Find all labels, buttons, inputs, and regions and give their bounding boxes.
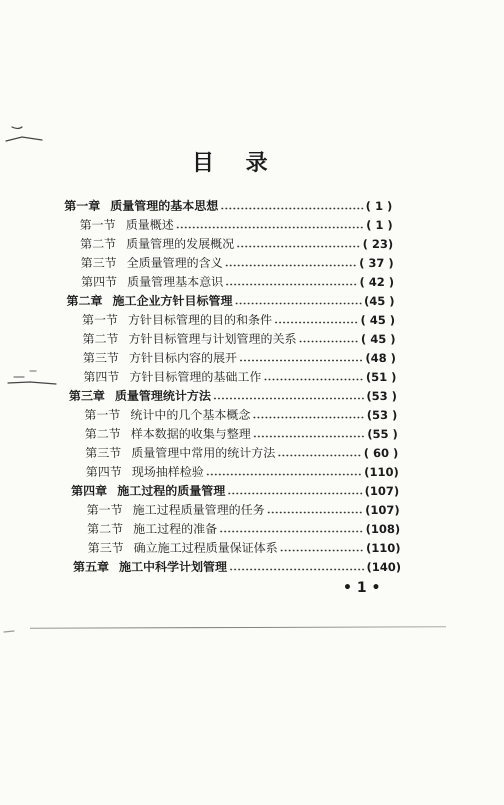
toc-section <box>87 519 400 538</box>
dot-leader <box>267 511 364 514</box>
dot-leader <box>225 283 358 286</box>
toc-label: 第一节 <box>86 503 123 517</box>
toc-page: ( 1 ) <box>365 198 393 213</box>
toc-section <box>85 424 398 443</box>
toc-section <box>82 310 395 329</box>
toc-label: 第三节 <box>82 351 120 365</box>
toc-label: 第一节 <box>84 408 121 422</box>
dot-leader <box>219 530 364 533</box>
toc-page: (110) <box>365 540 401 555</box>
toc-page: (108) <box>365 521 401 536</box>
toc-section <box>79 215 392 234</box>
toc-section <box>85 443 398 462</box>
dot-leader <box>176 226 365 229</box>
toc-title: 施工过程质量管理的任务 <box>132 503 265 517</box>
toc-label: 第二节 <box>82 332 119 346</box>
toc-page: (51 ) <box>365 369 397 384</box>
toc-label: 第一节 <box>81 313 119 327</box>
toc-label: 第二节 <box>84 427 122 441</box>
toc-title: 统计中的几个基本概念 <box>130 408 251 422</box>
toc-section <box>86 462 399 481</box>
toc-page: ( 1 ) <box>365 217 393 232</box>
dot-leader <box>227 492 363 495</box>
toc-title: 施工过程的质量管理 <box>117 484 226 498</box>
toc-page: (110) <box>364 464 399 479</box>
toc-title: 现场抽样检验 <box>131 465 204 479</box>
toc-chapter <box>73 557 401 576</box>
toc-chapter <box>64 196 392 215</box>
dot-leader <box>239 359 364 362</box>
toc-title: 方针目标内容的展开 <box>128 351 238 365</box>
dot-leader <box>263 378 364 381</box>
dot-leader <box>280 549 365 552</box>
toc-page: (55 ) <box>367 426 398 441</box>
dot-leader <box>236 245 361 248</box>
toc-label: 第二章 <box>66 294 103 308</box>
toc-label: 第四节 <box>83 370 120 384</box>
toc-label: 第四章 <box>71 484 108 498</box>
toc-chapter <box>66 291 394 310</box>
toc-section <box>80 253 393 272</box>
dot-leader <box>213 397 365 400</box>
toc-title: 确立施工过程质量保证体系 <box>133 541 278 555</box>
page-number: • 1 • <box>343 580 381 596</box>
toc-label: 第一节 <box>79 218 116 232</box>
toc-title: 全质量管理的含义 <box>126 256 223 270</box>
toc-section <box>86 500 399 519</box>
toc-page: ( 45 ) <box>360 312 396 327</box>
toc-title: 质量管理的基本思想 <box>110 199 219 213</box>
toc-section <box>80 234 393 253</box>
toc-label: 第四节 <box>80 275 118 289</box>
dot-leader <box>274 321 359 324</box>
toc-title: 质量管理基本意识 <box>126 275 224 289</box>
toc-title: 方针目标管理与计划管理的关系 <box>128 332 297 346</box>
toc-title: 样本数据的收集与整理 <box>130 427 252 441</box>
toc-title: 施工中科学计划管理 <box>118 560 228 574</box>
toc-label: 第三节 <box>85 446 122 460</box>
toc-title: 方针目标管理的目的和条件 <box>127 313 273 327</box>
dot-leader <box>277 454 362 457</box>
toc-label: 第二节 <box>86 522 124 536</box>
dot-leader <box>220 207 364 210</box>
dot-leader <box>299 340 360 343</box>
toc-title: 质量管理的发展概况 <box>126 237 235 251</box>
toc-page: (45 ) <box>363 293 395 308</box>
toc-page: ( 37 ) <box>358 255 394 270</box>
toc-section <box>87 538 400 557</box>
toc-section <box>83 348 396 367</box>
toc-page: (53 ) <box>366 407 398 422</box>
toc-page: ( 42 ) <box>359 274 395 289</box>
toc-title: 质量概述 <box>125 218 174 232</box>
toc-page: (107) <box>364 502 400 517</box>
dot-leader <box>253 435 366 438</box>
table-of-contents <box>0 196 504 576</box>
toc-label: 第二节 <box>80 237 117 251</box>
toc-label: 第一章 <box>64 199 101 213</box>
dot-leader <box>252 416 365 419</box>
toc-title: 质量管理中常用的统计方法 <box>131 446 276 460</box>
dot-leader <box>225 264 358 267</box>
toc-label: 第三节 <box>87 541 124 555</box>
toc-page: ( 60 ) <box>363 445 399 460</box>
toc-section <box>83 367 396 386</box>
toc-title: 施工企业方针目标管理 <box>112 294 233 308</box>
toc-page: (53 ) <box>366 388 398 403</box>
toc-label: 第三节 <box>80 256 117 270</box>
toc-label: 第三章 <box>68 389 106 403</box>
toc-label: 第五章 <box>72 560 110 574</box>
dot-leader <box>229 568 365 571</box>
toc-title: 施工过程的准备 <box>132 522 218 536</box>
page-title: 目 录 <box>192 151 280 176</box>
toc-page: (140) <box>366 559 402 574</box>
toc-page: ( 45 ) <box>360 331 396 346</box>
toc-chapter <box>69 386 397 405</box>
toc-page: (107) <box>364 483 400 498</box>
toc-section <box>84 405 397 424</box>
dot-leader <box>206 473 363 476</box>
dot-leader <box>235 302 363 305</box>
toc-label: 第四节 <box>85 465 122 479</box>
toc-title: 方针目标管理的基础工作 <box>129 370 262 384</box>
toc-chapter <box>71 481 399 500</box>
toc-section <box>82 329 395 348</box>
toc-section <box>81 272 394 291</box>
toc-page: (48 ) <box>365 350 397 365</box>
toc-page: ( 23) <box>362 236 394 251</box>
toc-title: 质量管理统计方法 <box>114 389 212 403</box>
